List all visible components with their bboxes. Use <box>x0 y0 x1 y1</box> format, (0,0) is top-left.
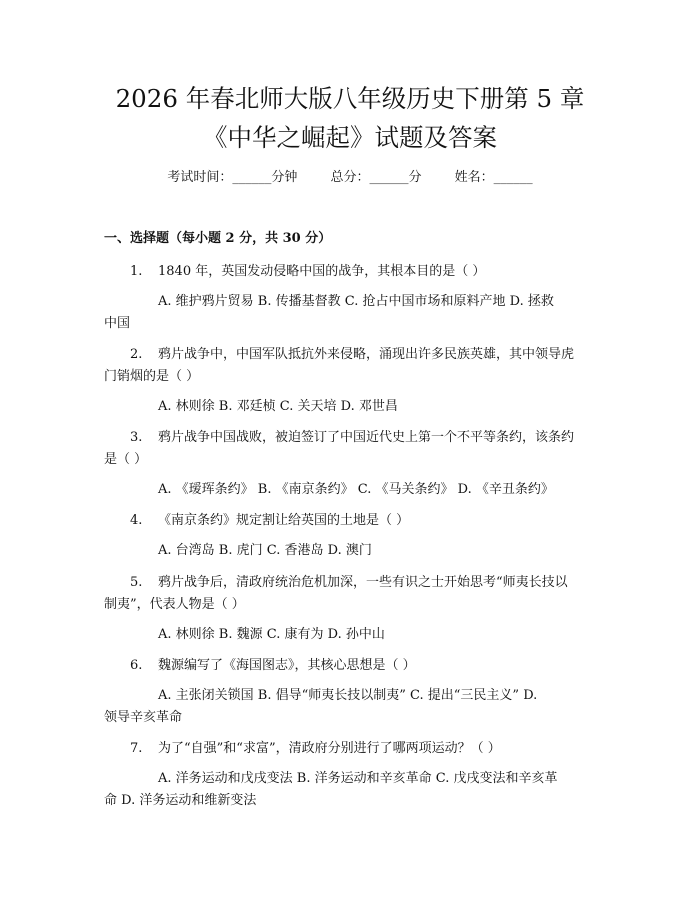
question-1-options-cont: 中国 <box>104 316 131 331</box>
question-5-stem-cont: 制夷”，代表人物是（ ） <box>104 597 245 612</box>
question-text: 《南京条约》规定割让给英国的土地是（ ） <box>158 513 410 528</box>
time-blank: ______ <box>232 170 272 185</box>
score-unit: 分 <box>408 170 422 185</box>
time-label: 考试时间： <box>167 170 233 185</box>
question-number: 2. <box>130 347 143 362</box>
name-label: 姓名： <box>454 170 494 185</box>
question-2-stem-cont: 门销烟的是（ ） <box>104 369 200 384</box>
exam-meta <box>0 168 700 188</box>
time-unit: 分钟 <box>271 170 298 185</box>
question-6-options: A. 主张闭关锁国 B. 倡导“师夷长技以制夷” C. 提出“三民主义” D. <box>158 688 538 703</box>
section-heading: 一、选择题（每小题 2 分，共 30 分） <box>104 231 332 246</box>
question-3-stem-cont: 是（ ） <box>104 452 148 467</box>
question-7-options-cont: 命 D. 洋务运动和维新变法 <box>104 793 257 808</box>
question-number: 4. <box>130 513 143 528</box>
title-line-1: 2026 年春北师大版八年级历史下册第 5 章 <box>115 84 585 113</box>
question-5-options: A. 林则徐 B. 魏源 C. 康有为 D. 孙中山 <box>158 627 385 642</box>
question-6-options-cont: 领导辛亥革命 <box>104 710 183 725</box>
question-text: 鸦片战争中，中国军队抵抗外来侵略，涌现出许多民族英雄，其中领导虎 <box>158 347 575 362</box>
question-number: 3. <box>130 430 143 445</box>
question-2-options: A. 林则徐 B. 邓廷桢 C. 关天培 D. 邓世昌 <box>158 399 398 414</box>
question-number: 6. <box>130 658 143 673</box>
question-4-stem <box>130 511 409 531</box>
question-text: 鸦片战争中国战败，被迫签订了中国近代史上第一个不平等条约，该条约 <box>158 430 575 445</box>
question-6-stem <box>130 656 416 676</box>
question-text: 1840 年，英国发动侵略中国的战争，其根本目的是（ ） <box>158 264 486 279</box>
question-number: 5. <box>130 575 143 590</box>
question-number: 7. <box>130 741 143 756</box>
question-text: 鸦片战争后，清政府统治危机加深，一些有识之士开始思考“师夷长技以 <box>158 575 568 590</box>
title-line-2: 《中华之崛起》试题及答案 <box>203 123 497 152</box>
question-3-stem <box>130 428 574 448</box>
question-text: 为了“自强”和“求富”，清政府分别进行了哪两项运动？（ ） <box>158 741 501 756</box>
score-label: 总分： <box>330 170 370 185</box>
score-blank: ______ <box>369 170 409 185</box>
question-number: 1. <box>130 264 143 279</box>
question-1-options: A. 维护鸦片贸易 B. 传播基督教 C. 抢占中国市场和原料产地 D. 拯救 <box>158 294 554 309</box>
question-4-options: A. 台湾岛 B. 虎门 C. 香港岛 D. 澳门 <box>158 543 372 558</box>
question-7-stem <box>130 739 501 759</box>
question-text: 魏源编写了《海国图志》，其核心思想是（ ） <box>158 658 416 673</box>
question-2-stem <box>130 345 574 365</box>
name-blank: ______ <box>493 170 533 185</box>
question-3-options: A. 《瑷珲条约》 B. 《南京条约》 C. 《马关条约》 D. 《辛丑条约》 <box>158 482 554 497</box>
question-1-stem <box>130 262 485 282</box>
question-5-stem <box>130 573 568 593</box>
question-7-options: A. 洋务运动和戊戌变法 B. 洋务运动和辛亥革命 C. 戊戌变法和辛亥革 <box>158 771 558 786</box>
